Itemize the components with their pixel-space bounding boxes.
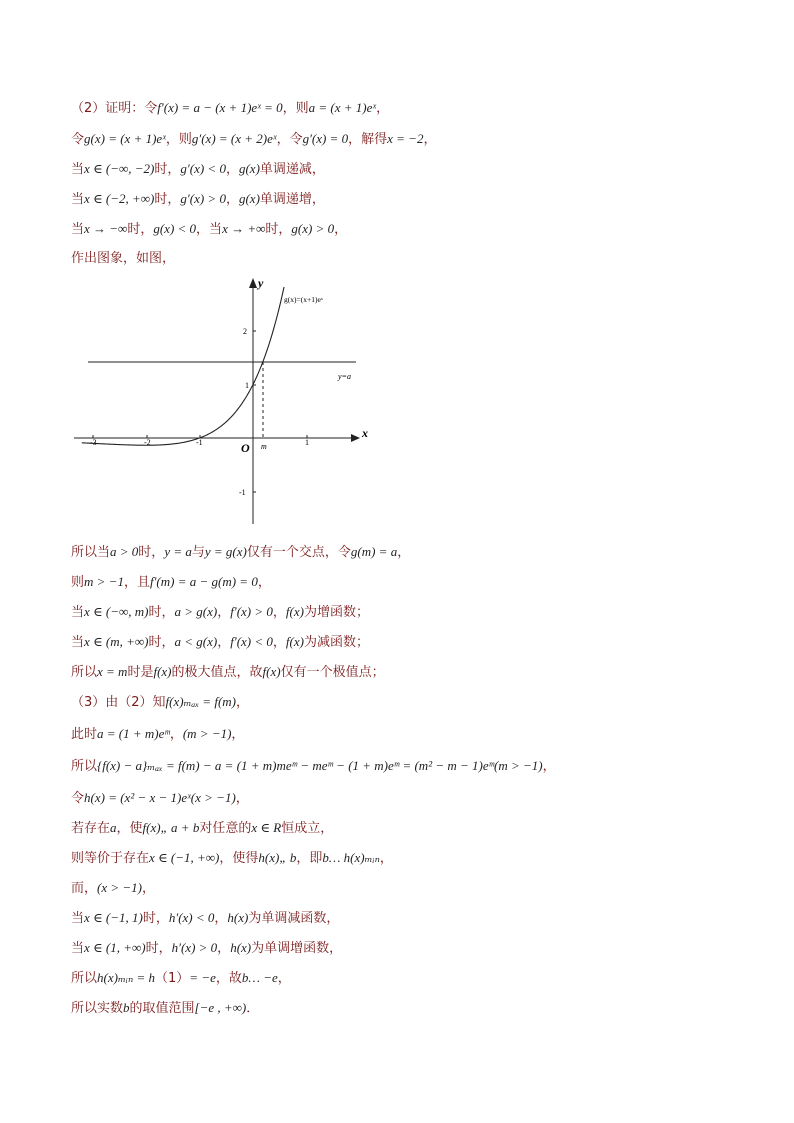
text-line — [71, 634, 369, 651]
text-line — [71, 820, 333, 837]
text-segment: 当 — [71, 605, 85, 620]
text-segment: 仅有一个极值点； — [280, 665, 385, 680]
m-label: m — [261, 442, 267, 451]
text-segment: ， — [214, 911, 228, 926]
math-expression: f′(x) = a − (x + 1)eˣ = 0 — [157, 100, 283, 115]
math-expression: g(x) < 0 — [153, 221, 197, 236]
text-segment: ，当 — [196, 222, 223, 237]
text-segment: ， — [376, 101, 390, 116]
math-expression: f(x)ₘₐₓ = f(m) — [165, 694, 236, 709]
text-segment: 为单调增函数， — [251, 941, 343, 956]
x-axis-label: x — [362, 426, 368, 440]
text-segment: 所以 — [71, 759, 98, 774]
text-segment: 恒成立， — [281, 821, 334, 836]
text-line — [71, 1000, 259, 1017]
text-segment: ， — [217, 635, 231, 650]
math-expression: f′(x) > 0 — [230, 604, 273, 619]
text-segment: 与 — [191, 545, 205, 560]
text-segment: 对任意的 — [199, 821, 252, 836]
function-graph — [70, 272, 370, 531]
y-tick-label: -1 — [239, 488, 246, 497]
math-expression: x = m — [97, 664, 128, 679]
text-segment: 所以实数 — [71, 1001, 124, 1016]
text-line — [71, 940, 342, 957]
math-expression: a = (1 + m)eᵐ — [97, 726, 170, 741]
text-segment: ， — [235, 791, 249, 806]
text-segment: 则 — [71, 575, 85, 590]
math-expression: a > 0 — [110, 544, 139, 559]
text-line — [71, 910, 339, 927]
text-line — [71, 191, 325, 208]
x-axis-arrow — [351, 434, 360, 442]
text-segment: ， — [272, 635, 286, 650]
math-expression: a = (x + 1)eˣ — [308, 100, 377, 115]
math-expression: h(x) = (x² − x − 1)eˣ(x > −1) — [84, 790, 236, 805]
text-segment: 所以 — [71, 971, 98, 986]
text-segment: 当 — [71, 941, 85, 956]
x-tick-label: -2 — [144, 438, 151, 447]
line-a-label: y=a — [338, 372, 351, 381]
text-segment: ， — [225, 192, 239, 207]
math-expression: f(x)„ a + b — [142, 820, 200, 835]
x-tick-label: -1 — [196, 438, 203, 447]
text-segment: ，使得 — [219, 851, 259, 866]
math-expression: h(x) — [230, 940, 252, 955]
text-segment: 而， — [71, 881, 98, 896]
math-expression: g′(x) = (x + 2)eˣ — [191, 131, 277, 146]
text-segment: 所以当 — [71, 545, 111, 560]
math-expression: f(x) — [153, 664, 172, 679]
math-expression: x → +∞ — [222, 221, 266, 236]
math-expression: {f(x) − a}ₘₐₓ = f(m) − a = (1 + m)meᵐ − meᵐ − (1 + m)eᵐ = (m² − m − 1)eᵐ(m > −1) — [97, 758, 543, 773]
math-expression: (x > −1) — [97, 880, 142, 895]
math-expression: g(x) — [238, 161, 260, 176]
text-segment: ， — [542, 759, 556, 774]
math-expression: m > −1 — [84, 574, 124, 589]
text-segment: 当 — [71, 222, 85, 237]
text-segment: ， — [217, 605, 231, 620]
text-segment: （2）证明：令 — [71, 101, 158, 116]
text-line — [71, 850, 393, 867]
curve-label: g(x)=(x+1)eˣ — [284, 295, 323, 304]
text-segment: 时， — [154, 162, 181, 177]
text-segment: ， — [277, 971, 291, 986]
text-segment: （3）由（2）知 — [71, 695, 166, 710]
graph-svg — [70, 272, 370, 527]
text-segment: ，故 — [215, 971, 242, 986]
text-segment: 为增函数； — [303, 605, 369, 620]
text-segment: ， — [225, 162, 239, 177]
math-expression: g(x) = (x + 1)eˣ — [84, 131, 166, 146]
text-line — [71, 604, 369, 621]
math-expression: x ∈ (m, +∞) — [84, 634, 149, 649]
text-line — [71, 131, 436, 148]
text-segment: ，且 — [123, 575, 150, 590]
text-segment: 单调递减， — [259, 162, 325, 177]
text-segment: ， — [334, 222, 348, 237]
text-line — [71, 251, 175, 267]
text-line — [71, 161, 325, 178]
text-line — [71, 221, 347, 238]
text-segment: 所以 — [71, 665, 98, 680]
text-segment: 当 — [71, 911, 85, 926]
math-expression: x ∈ (−∞, m) — [84, 604, 149, 619]
math-expression: a > g(x) — [174, 604, 218, 619]
text-segment: 时， — [138, 545, 165, 560]
math-expression: x ∈ (−1, +∞) — [149, 850, 220, 865]
text-segment: ，即 — [296, 851, 323, 866]
math-expression: g(x) — [238, 191, 260, 206]
text-segment: 为减函数； — [303, 635, 369, 650]
text-segment: 若存在 — [71, 821, 111, 836]
text-segment: ， — [217, 941, 231, 956]
text-line — [71, 726, 244, 743]
text-segment: ， — [379, 851, 393, 866]
text-segment: 令 — [71, 132, 85, 147]
text-segment: ，则 — [282, 101, 309, 116]
text-segment: ， — [169, 727, 183, 742]
text-segment: ， — [272, 605, 286, 620]
text-segment: 的极大值点，故 — [171, 665, 263, 680]
math-expression: g′(x) > 0 — [180, 191, 226, 206]
math-expression: f(x) — [285, 634, 304, 649]
curve-g — [82, 287, 284, 445]
text-segment: 的取值范围 — [129, 1001, 195, 1016]
origin-label: O — [241, 441, 250, 455]
math-expression: f(x) — [262, 664, 281, 679]
math-expression: [−e , +∞) — [194, 1000, 247, 1015]
math-expression: y = g(x) — [204, 544, 247, 559]
math-expression: x ∈ (−∞, −2) — [84, 161, 155, 176]
text-segment: 时， — [127, 222, 154, 237]
math-expression: h(x)„ b — [258, 850, 297, 865]
math-expression: h(x)ₘᵢₙ = h — [97, 970, 156, 985]
y-tick-label: 2 — [243, 327, 247, 336]
text-segment: ，则 — [165, 132, 192, 147]
text-segment: 令 — [71, 791, 85, 806]
math-expression: f(x) — [285, 604, 304, 619]
text-segment: 时是 — [127, 665, 154, 680]
text-line — [71, 544, 410, 561]
math-expression: x ∈ (−2, +∞) — [84, 191, 155, 206]
text-segment: 则等价于存在 — [71, 851, 150, 866]
text-segment: 为单调减函数， — [248, 911, 340, 926]
math-expression: x ∈ (1, +∞) — [84, 940, 146, 955]
text-segment: ， — [397, 545, 411, 560]
text-segment: ，解得 — [348, 132, 388, 147]
text-segment: ． — [246, 1001, 260, 1016]
text-line — [71, 790, 249, 807]
text-segment: 时， — [148, 605, 175, 620]
math-expression: a — [110, 820, 117, 835]
math-expression: a < g(x) — [174, 634, 218, 649]
text-segment: 时， — [154, 192, 181, 207]
math-expression: f′(m) = a − g(m) = 0 — [149, 574, 258, 589]
text-segment: 单调递增， — [259, 192, 325, 207]
text-line — [71, 694, 249, 711]
text-line — [71, 970, 291, 987]
math-expression: b — [123, 1000, 130, 1015]
x-tick-label: -3 — [90, 438, 97, 447]
y-axis-arrow — [249, 278, 257, 288]
text-segment: ， — [257, 575, 271, 590]
text-segment: 时， — [148, 635, 175, 650]
math-expression: (m > −1) — [182, 726, 232, 741]
text-line — [71, 574, 271, 591]
text-segment: 时， — [145, 941, 172, 956]
y-axis-label: y — [258, 276, 264, 290]
text-line — [71, 100, 389, 117]
math-expression: = −e — [189, 970, 216, 985]
math-expression: x ∈ (−1, 1) — [84, 910, 143, 925]
math-expression: y = a — [164, 544, 192, 559]
text-segment: 时， — [142, 911, 169, 926]
math-expression: g(m) = a — [350, 544, 398, 559]
text-line — [71, 758, 556, 775]
text-segment: ，令 — [276, 132, 303, 147]
math-expression: h′(x) < 0 — [168, 910, 215, 925]
text-segment: 时， — [265, 222, 292, 237]
text-line — [71, 664, 385, 681]
text-segment: ，使 — [116, 821, 143, 836]
text-segment: 此时 — [71, 727, 98, 742]
x-tick-label: 1 — [305, 438, 309, 447]
math-expression: b… h(x)ₘᵢₙ — [322, 850, 380, 865]
math-expression: b… −e — [241, 970, 278, 985]
math-expression: f′(x) < 0 — [230, 634, 273, 649]
math-expression: x → −∞ — [84, 221, 128, 236]
text-segment: 当 — [71, 635, 85, 650]
text-segment: 仅有一个交点，令 — [246, 545, 351, 560]
math-expression: h′(x) > 0 — [171, 940, 218, 955]
text-segment: 作出图象，如图， — [71, 251, 176, 266]
text-segment: ， — [142, 881, 156, 896]
text-segment: ， — [423, 132, 437, 147]
text-segment: 当 — [71, 192, 85, 207]
math-expression: h(x) — [227, 910, 249, 925]
math-expression: g(x) > 0 — [291, 221, 335, 236]
text-segment: 当 — [71, 162, 85, 177]
math-expression: g′(x) = 0 — [302, 131, 349, 146]
math-expression: g′(x) < 0 — [180, 161, 226, 176]
text-segment: ， — [231, 727, 245, 742]
text-segment: （1） — [155, 971, 190, 986]
math-expression: x = −2 — [387, 131, 424, 146]
text-line — [71, 880, 155, 897]
y-tick-label: 1 — [245, 381, 249, 390]
math-expression: x ∈ R — [251, 820, 282, 835]
text-segment: ， — [236, 695, 250, 710]
